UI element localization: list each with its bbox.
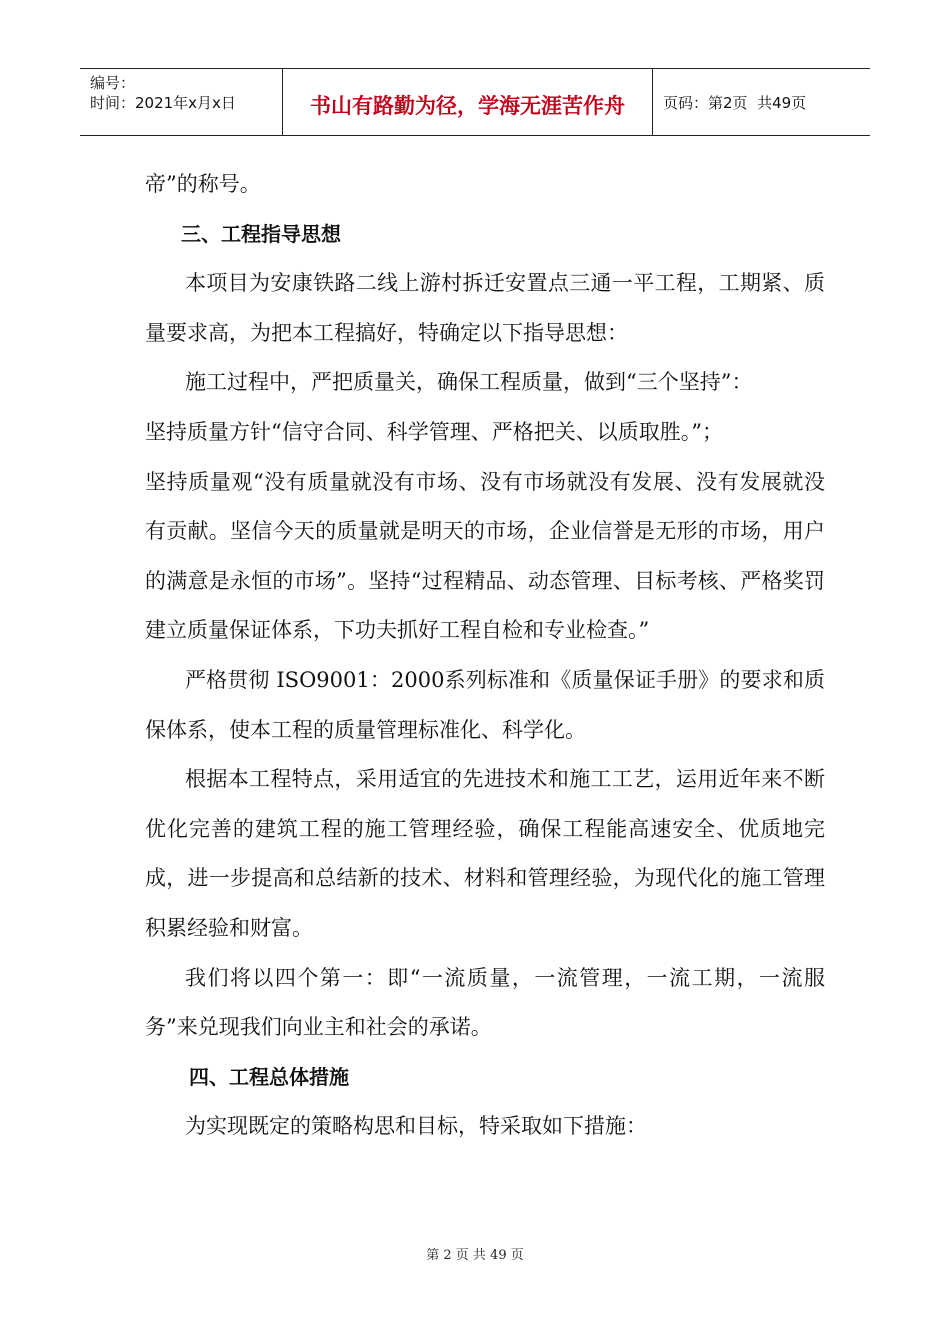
page-footer bbox=[0, 1244, 950, 1263]
paragraph-quality-view: 坚持质量观“没有质量就没有市场、没有市场就没有发展、没有发展就没有贡献。坚信今天的质量就是明天的市场，企业信誉是无形的市场，用户的满意是永恒的市场”。坚持“过程精品、动态管理、目标考核、严格奖罚建立质量保证体系，下功夫抓好工程自检和专业检查。” bbox=[145, 469, 825, 643]
paragraph-technology: 根据本工程特点，采用适宜的先进技术和施工工艺，运用近年来不断优化完善的建筑工程的施工管理经验，确保工程能高速安全、优质地完成，进一步提高和总结新的技术、材料和管理经验，为现代化的施工管理积累经验和财富。 bbox=[145, 767, 825, 940]
header-page-code-cell bbox=[653, 69, 870, 135]
paragraph-three-insists: 施工过程中，严把质量关，确保工程质量，做到“三个坚持”： bbox=[185, 370, 753, 395]
paragraph-iso9001: 严格贯彻 ISO9001：2000系列标准和《质量保证手册》的要求和质保体系，使本工程的质量管理标准化、科学化。 bbox=[145, 667, 825, 742]
header-page-code: 页码：第2页 共49页 bbox=[663, 93, 807, 112]
section-heading-4: 四、工程总体措施 bbox=[189, 1064, 349, 1089]
paragraph-project-intro: 本项目为安康铁路二线上游村拆迁安置点三通一平工程，工期紧、质量要求高，为把本工程搞好，特确定以下指导思想： bbox=[145, 271, 825, 345]
section-heading-3: 三、工程指导思想 bbox=[181, 221, 341, 246]
footer-page-number: 第 2 页 共 49 页 bbox=[426, 1248, 524, 1263]
document-body bbox=[145, 160, 825, 1152]
page-header bbox=[80, 68, 870, 136]
paragraph-quality-policy: 坚持质量方针“信守合同、科学管理、严格把关、以质取胜。”； bbox=[145, 419, 723, 444]
paragraph-four-firsts: 我们将以四个第一：即“一流质量，一流管理，一流工期，一流服务”来兑现我们向业主和社会的承诺。 bbox=[145, 965, 825, 1040]
paragraph-continuation: 帝”的称号。 bbox=[145, 172, 261, 196]
document-time-label: 时间：2021年x月x日 bbox=[90, 94, 236, 112]
header-motto: 书山有路勤为径，学海无涯苦作舟 bbox=[283, 69, 653, 135]
paragraph-measures-intro: 为实现既定的策略构思和目标，特采取如下措施： bbox=[185, 1114, 647, 1139]
document-number-label: 编号： bbox=[90, 74, 136, 92]
header-meta-cell bbox=[80, 69, 283, 135]
